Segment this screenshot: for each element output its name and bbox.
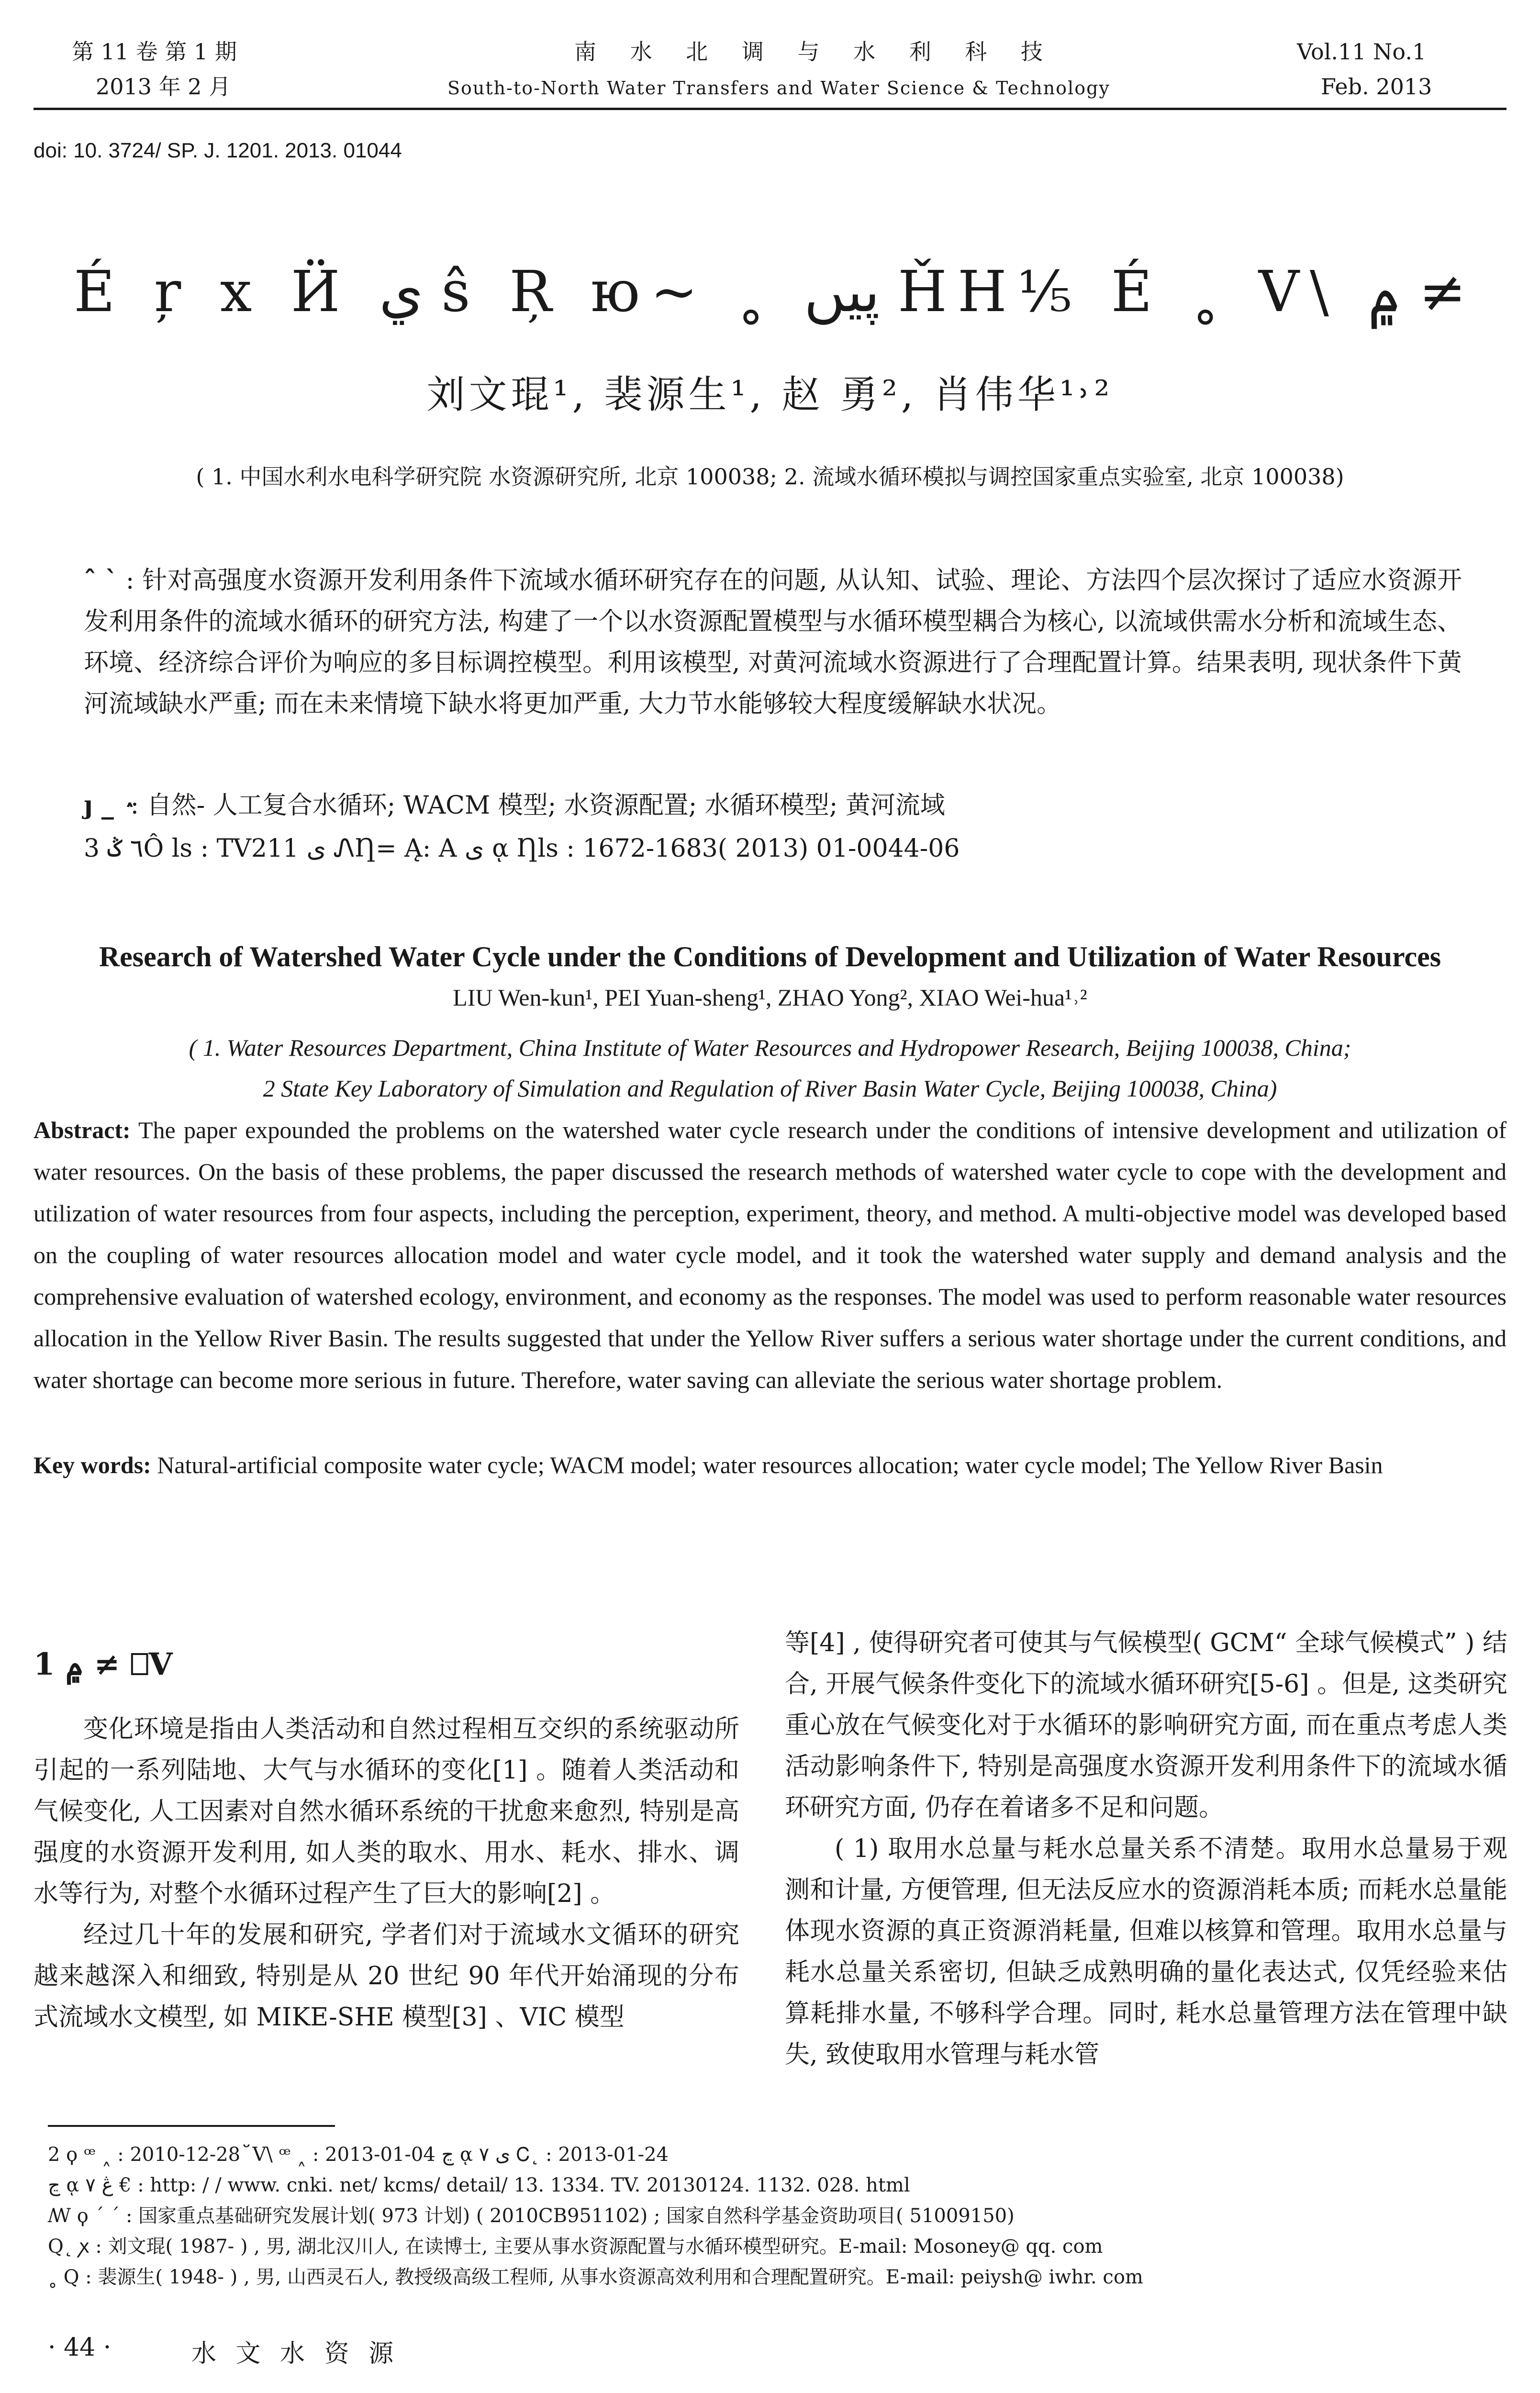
page-number: · 44 · (48, 2333, 112, 2362)
body-paragraph: 经过几十年的发展和研究, 学者们对于流域水文循环的研究越来越深入和细致, 特别是从 20 世纪 90 年代开始涌现的分布式流域水文模型, 如 MIKE-SHE 模型[3] 、VIC 模型 (33, 1921, 739, 2032)
footnotes (48, 2139, 1507, 2292)
keywords-en-label: Key words: (33, 1452, 151, 1478)
volume-issue-en: Vol.11 No.1 (1297, 39, 1427, 65)
affiliation-cn: ( 1. 中国水利水电科学研究院 水资源研究所, 北京 100038; 2. 流域水循环模拟与调控国家重点实验室, 北京 100038) (196, 464, 1344, 490)
keywords-en (33, 1444, 1507, 1486)
authors-en: LIU Wen-kun¹, PEI Yuan-sheng¹, ZHAO Yong², XIAO Wei-hua¹˒² (453, 984, 1087, 1011)
title-en: Research of Watershed Water Cycle under the Conditions of Development and Utilization of Water Resources (99, 941, 1441, 973)
abstract-cn-text: : 针对高强度水资源开发利用条件下流域水循环研究存在的问题, 从认知、试验、理论、方法四个层次探讨了适应水资源开发利用条件的流域水循环的研究方法, 构建了一个以水资源配置模型与水循环模型耦合为核心, 以流域供需水分析和流域生态、环境、经济综合评价为响应的多目标调控模型。利用该模型, 对黄河流域水资源进行了合理配置计算。结果表明, 现状条件下黄河流域缺水严重; 而在未来情境下缺水将更加严重, 大力节水能够较大程度缓解缺水状况。 (84, 566, 1462, 718)
body-left-column (33, 1709, 739, 2038)
header-rule (33, 108, 1507, 110)
volume-issue-cn: 第 11 卷 第 1 期 (72, 39, 237, 65)
footnote-dates: 2 ϙ ꟹ ˰ : 2010-12-28 ﬞ V\ ꟹ ˰ : 2013-01-04 ڃ ᾳ ۷ ى Ꮯ˛ : 2013-01-24 (48, 2144, 669, 2166)
footnote-url: ڃ ᾳ ۷ ڠ € : http: / / www. cnki. net/ kcms/ detail/ 13. 1334. TV. 20130124. 1132. 028. html (48, 2174, 910, 2196)
abstract-cn-label: ˆ ˋ (84, 566, 118, 595)
section-name: 水 文 水 资 源 (191, 2339, 400, 2368)
journal-name-en: South-to-North Water Transfers and Water Science & Technology (447, 78, 1110, 99)
keywords-en-text: Natural-artificial composite water cycle; WACM model; water resources allocation; water cycle model; The Yellow River Basin (157, 1452, 1383, 1478)
footnote-first-author: Q˛ ꭗ : 刘文琨( 1987- ) , 男, 湖北汉川人, 在读博士, 主要从事水资源配置与水循环模型研究。E-mail: Mosoney@ qq. com (48, 2236, 1103, 2258)
authors-cn: 刘文琨¹, 裴源生¹, 赵 勇², 肖伟华¹˒² (426, 372, 1114, 417)
abstract-en-label: Abstract: (33, 1117, 131, 1143)
body-paragraph: 变化环境是指由人类活动和自然过程相互交织的系统驱动所引起的一系列陆地、大气与水循环的变化[1] 。随着人类活动和气候变化, 人工因素对自然水循环系统的干扰愈来愈烈, 特别是高强度的水资源开发利用, 如人类的取水、用水、耗水、排水、调水等行为, 对整个水循环过程产生了巨大的影响[2] 。 (33, 1715, 739, 1908)
classification-line: 3 ٦ ݣÔ ls : TV211 ى ᏁȠ= Ą: A ى ᾳ Ƞls : 1672-1683( 2013) 01-0044-06 (84, 834, 960, 863)
body-paragraph: ( 1) 取用水总量与耗水总量关系不清楚。取用水总量易于观测和计量, 方便管理, 但无法反应水的资源消耗本质; 而耗水总量能体现水资源的真正资源消耗量, 但难以核算和管理。取用水总量与耗水总量关系密切, 但缺乏成熟明确的量化表达式, 仅凭经验来估算耗排水量, 不够科学合理。同时, 耗水总量管理方法在管理中缺失, 致使取用水管理与耗水管 (785, 1834, 1507, 2069)
footnote-rule (48, 2125, 335, 2127)
footnote-corresponding-author: ˳ Q : 裴源生( 1948- ) , 男, 山西灵石人, 教授级高级工程师, 从事水资源高效利用和合理配置研究。E-mail: peiysh@ iwhr. com (48, 2266, 1143, 2288)
keywords-cn-text: : 自然- 人工复合水循环; WACM 模型; 水资源配置; 水循环模型; 黄河流域 (130, 791, 945, 820)
keywords-cn-label: ȷ _ ٛ (84, 791, 123, 820)
body-right-column (785, 1622, 1507, 2075)
affiliation-en-line1: ( 1. Water Resources Department, China Institute of Water Resources and Hydropower Research, Beijing 100038, China; (189, 1034, 1351, 1061)
abstract-en (33, 1109, 1507, 1401)
date-cn: 2013 年 2 月 (96, 74, 231, 100)
doi: doi: 10. 3724/ SP. J. 1201. 2013. 01044 (33, 139, 402, 162)
abstract-en-text: The paper expounded the problems on the watershed water cycle research under the conditions of intensive development and utilization of water resources. On the basis of these problems, the paper discussed the research methods of watershed water cycle to cope with the development and utilization of water resources from four aspects, including the perception, experiment, theory, and method. A multi-objective model was developed based on the coupling of water resources allocation model and water cycle model, and it took the watershed water supply and demand analysis and the comprehensive evaluation of watershed ecology, environment, and economy as the responses. The model was used to perform reasonable water resources allocation in the Yellow River Basin. The results suggested that under the Yellow River suffers a serious water shortage under the current conditions, and water shortage can become more serious in future. Therefore, water saving can alleviate the serious water shortage problem. (33, 1117, 1507, 1393)
date-en: Feb. 2013 (1321, 74, 1432, 100)
journal-name-cn: 南 水 北 调 与 水 利 科 技 (574, 39, 1056, 65)
abstract-cn (84, 560, 1462, 725)
section-1-heading: 1 ۾ ≠ ⎕V (33, 1646, 173, 1682)
footnote-funding: ꟿ ϙ ˊ ˊ : 国家重点基础研究发展计划( 973 计划) ( 2010CB951102) ; 国家自然科学基金资助项目( 51009150) (48, 2205, 1015, 2227)
affiliation-en-line2: 2 State Key Laboratory of Simulation and Regulation of River Basin Water Cycle, Beijing 100038, China) (263, 1075, 1277, 1102)
keywords-cn (84, 785, 1462, 826)
body-paragraph: 等[4] , 使得研究者可使其与气候模型( GCM“ 全球气候模式” ) 结合, 开展气候条件变化下的流域水循环研究[5-6] 。但是, 这类研究重心放在气候变化对于水循环的影响研究方面, 而在重点考虑人类活动影响条件下, 特别是高强度水资源开发利用条件下的流域水循环研究方面, 仍存在着诸多不足和问题。 (785, 1629, 1507, 1822)
title-cn: É ŗ x Ӥ ي ŝ Ŗ ю~ ˳ پیں ȞH⅕ É ˳ V\ ۾ ≠ (74, 258, 1466, 324)
